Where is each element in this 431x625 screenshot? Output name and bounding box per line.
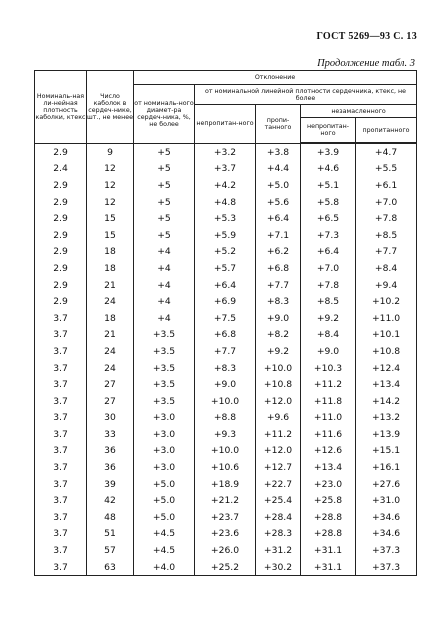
- unimpregnated-cell: +26.0: [195, 542, 256, 559]
- impregnated-cell: +31.2: [256, 542, 301, 559]
- unimpregnated-cell: +9.3: [195, 426, 256, 443]
- impregnated-cell: +7.7: [256, 277, 301, 294]
- diameter-deviation-cell: +3.0: [134, 459, 195, 476]
- table-row: [35, 327, 417, 344]
- diameter-deviation-cell: +3.5: [134, 327, 195, 344]
- nominal-density-cell: 3.7: [35, 526, 87, 543]
- table-row: [35, 509, 417, 526]
- oiled-unimpregnated-cell: +11.2: [301, 376, 356, 393]
- nominal-density-cell: 3.7: [35, 559, 87, 576]
- oiled-unimpregnated-cell: +12.6: [301, 443, 356, 460]
- unimpregnated-cell: +7.5: [195, 310, 256, 327]
- diameter-deviation-cell: +4.0: [134, 559, 195, 576]
- oiled-unimpregnated-cell: +11.0: [301, 410, 356, 427]
- nominal-density-cell: 3.7: [35, 376, 87, 393]
- oiled-impregnated-cell: +8.4: [356, 260, 417, 277]
- table-body: [35, 143, 417, 576]
- nominal-density-cell: 3.7: [35, 360, 87, 377]
- oiled-impregnated-cell: +37.3: [356, 559, 417, 576]
- diameter-deviation-cell: +5.0: [134, 476, 195, 493]
- table-row: [35, 177, 417, 194]
- oiled-unimpregnated-cell: +6.4: [301, 244, 356, 261]
- header-nominal-density: Номиналь-ная ли-нейная плотность каболки, ктекс: [35, 71, 87, 144]
- diameter-deviation-cell: +4: [134, 293, 195, 310]
- oiled-impregnated-cell: +31.0: [356, 492, 417, 509]
- nominal-density-cell: 2.9: [35, 260, 87, 277]
- page-header: ГОСТ 5269—93 С. 13: [316, 31, 417, 42]
- oiled-impregnated-cell: +7.8: [356, 210, 417, 227]
- diameter-deviation-cell: +5: [134, 227, 195, 244]
- table-row: [35, 194, 417, 211]
- table-row: [35, 227, 417, 244]
- oiled-unimpregnated-cell: +25.8: [301, 492, 356, 509]
- impregnated-cell: +28.4: [256, 509, 301, 526]
- impregnated-cell: +10.8: [256, 376, 301, 393]
- table-row: [35, 360, 417, 377]
- yarn-count-cell: 12: [87, 161, 134, 178]
- yarn-count-cell: 63: [87, 559, 134, 576]
- nominal-density-cell: 2.9: [35, 244, 87, 261]
- impregnated-cell: +9.0: [256, 310, 301, 327]
- unimpregnated-cell: +10.0: [195, 393, 256, 410]
- table-row: [35, 310, 417, 327]
- diameter-deviation-cell: +4.5: [134, 542, 195, 559]
- table-row: [35, 293, 417, 310]
- impregnated-cell: +11.2: [256, 426, 301, 443]
- diameter-deviation-cell: +3.5: [134, 376, 195, 393]
- unimpregnated-cell: +10.0: [195, 443, 256, 460]
- table-row: [35, 559, 417, 576]
- yarn-count-cell: 21: [87, 277, 134, 294]
- table-row: [35, 443, 417, 460]
- data-table: [34, 70, 417, 576]
- diameter-deviation-cell: +4.5: [134, 526, 195, 543]
- oiled-impregnated-cell: +15.1: [356, 443, 417, 460]
- table-row: [35, 393, 417, 410]
- impregnated-cell: +10.0: [256, 360, 301, 377]
- oiled-unimpregnated-cell: +3.9: [301, 143, 356, 161]
- oiled-impregnated-cell: +13.2: [356, 410, 417, 427]
- oiled-unimpregnated-cell: +10.3: [301, 360, 356, 377]
- oiled-impregnated-cell: +10.8: [356, 343, 417, 360]
- oiled-unimpregnated-cell: +9.2: [301, 310, 356, 327]
- nominal-density-cell: 2.4: [35, 161, 87, 178]
- oiled-unimpregnated-cell: +6.5: [301, 210, 356, 227]
- unimpregnated-cell: +8.3: [195, 360, 256, 377]
- yarn-count-cell: 15: [87, 210, 134, 227]
- oiled-impregnated-cell: +13.9: [356, 426, 417, 443]
- unimpregnated-cell: +4.8: [195, 194, 256, 211]
- table-row: [35, 210, 417, 227]
- header-deviation: Отклонение: [134, 71, 417, 85]
- oiled-impregnated-cell: +27.6: [356, 476, 417, 493]
- impregnated-cell: +7.1: [256, 227, 301, 244]
- table-header: [35, 71, 417, 144]
- oiled-impregnated-cell: +7.7: [356, 244, 417, 261]
- yarn-count-cell: 24: [87, 293, 134, 310]
- nominal-density-cell: 2.9: [35, 177, 87, 194]
- impregnated-cell: +12.7: [256, 459, 301, 476]
- yarn-count-cell: 9: [87, 143, 134, 161]
- diameter-deviation-cell: +5: [134, 143, 195, 161]
- header-yarn-count: Число каболок в сердеч-нике, шт., не менее: [87, 71, 134, 144]
- unimpregnated-cell: +6.9: [195, 293, 256, 310]
- unimpregnated-cell: +18.9: [195, 476, 256, 493]
- oiled-unimpregnated-cell: +5.8: [301, 194, 356, 211]
- yarn-count-cell: 18: [87, 310, 134, 327]
- impregnated-cell: +12.0: [256, 443, 301, 460]
- table-row: [35, 244, 417, 261]
- oiled-impregnated-cell: +5.5: [356, 161, 417, 178]
- unimpregnated-cell: +5.7: [195, 260, 256, 277]
- nominal-density-cell: 2.9: [35, 210, 87, 227]
- oiled-unimpregnated-cell: +31.1: [301, 559, 356, 576]
- unimpregnated-cell: +3.7: [195, 161, 256, 178]
- impregnated-cell: +9.6: [256, 410, 301, 427]
- header-oiled-impregnated: пропитанного: [356, 118, 417, 144]
- table-row: [35, 376, 417, 393]
- unimpregnated-cell: +23.6: [195, 526, 256, 543]
- yarn-count-cell: 15: [87, 227, 134, 244]
- nominal-density-cell: 3.7: [35, 492, 87, 509]
- unimpregnated-cell: +6.4: [195, 277, 256, 294]
- unimpregnated-cell: +10.6: [195, 459, 256, 476]
- nominal-density-cell: 3.7: [35, 443, 87, 460]
- impregnated-cell: +28.3: [256, 526, 301, 543]
- table-row: [35, 410, 417, 427]
- diameter-deviation-cell: +3.0: [134, 426, 195, 443]
- diameter-deviation-cell: +3.5: [134, 343, 195, 360]
- yarn-count-cell: 27: [87, 393, 134, 410]
- oiled-unimpregnated-cell: +31.1: [301, 542, 356, 559]
- nominal-density-cell: 3.7: [35, 410, 87, 427]
- yarn-count-cell: 36: [87, 459, 134, 476]
- yarn-count-cell: 33: [87, 426, 134, 443]
- unimpregnated-cell: +7.7: [195, 343, 256, 360]
- oiled-impregnated-cell: +34.6: [356, 509, 417, 526]
- yarn-count-cell: 18: [87, 244, 134, 261]
- yarn-count-cell: 42: [87, 492, 134, 509]
- impregnated-cell: +4.4: [256, 161, 301, 178]
- yarn-count-cell: 18: [87, 260, 134, 277]
- header-oiled-unimpregnated: непропитан-ного: [301, 118, 356, 144]
- table-row: [35, 277, 417, 294]
- diameter-deviation-cell: +3.0: [134, 410, 195, 427]
- unimpregnated-cell: +5.9: [195, 227, 256, 244]
- yarn-count-cell: 51: [87, 526, 134, 543]
- impregnated-cell: +25.4: [256, 492, 301, 509]
- table-row: [35, 143, 417, 161]
- oiled-unimpregnated-cell: +7.0: [301, 260, 356, 277]
- nominal-density-cell: 3.7: [35, 310, 87, 327]
- impregnated-cell: +8.3: [256, 293, 301, 310]
- yarn-count-cell: 12: [87, 194, 134, 211]
- diameter-deviation-cell: +4: [134, 260, 195, 277]
- oiled-impregnated-cell: +14.2: [356, 393, 417, 410]
- oiled-impregnated-cell: +11.0: [356, 310, 417, 327]
- impregnated-cell: +5.0: [256, 177, 301, 194]
- oiled-impregnated-cell: +16.1: [356, 459, 417, 476]
- table-row: [35, 476, 417, 493]
- diameter-deviation-cell: +5: [134, 161, 195, 178]
- impregnated-cell: +12.0: [256, 393, 301, 410]
- header-from-nominal-diameter: от номиналь-ного диамет-ра сердеч-ника, %, не более: [134, 85, 195, 144]
- nominal-density-cell: 2.9: [35, 227, 87, 244]
- unimpregnated-cell: +21.2: [195, 492, 256, 509]
- nominal-density-cell: 3.7: [35, 426, 87, 443]
- unimpregnated-cell: +5.3: [195, 210, 256, 227]
- diameter-deviation-cell: +4: [134, 244, 195, 261]
- impregnated-cell: +22.7: [256, 476, 301, 493]
- oiled-unimpregnated-cell: +7.8: [301, 277, 356, 294]
- diameter-deviation-cell: +5: [134, 177, 195, 194]
- diameter-deviation-cell: +3.0: [134, 443, 195, 460]
- oiled-unimpregnated-cell: +8.4: [301, 327, 356, 344]
- yarn-count-cell: 48: [87, 509, 134, 526]
- table-row: [35, 161, 417, 178]
- impregnated-cell: +3.8: [256, 143, 301, 161]
- yarn-count-cell: 24: [87, 343, 134, 360]
- oiled-unimpregnated-cell: +28.8: [301, 509, 356, 526]
- nominal-density-cell: 3.7: [35, 393, 87, 410]
- oiled-unimpregnated-cell: +4.6: [301, 161, 356, 178]
- oiled-unimpregnated-cell: +8.5: [301, 293, 356, 310]
- table-row: [35, 492, 417, 509]
- nominal-density-cell: 2.9: [35, 277, 87, 294]
- table-continuation-caption: Продолжение табл. 3: [317, 58, 415, 69]
- oiled-unimpregnated-cell: +11.8: [301, 393, 356, 410]
- header-unimpregnated: непропитан-ного: [195, 105, 256, 144]
- oiled-unimpregnated-cell: +13.4: [301, 459, 356, 476]
- unimpregnated-cell: +5.2: [195, 244, 256, 261]
- header-oiled: незамасленного: [301, 105, 417, 118]
- impregnated-cell: +6.4: [256, 210, 301, 227]
- table-row: [35, 260, 417, 277]
- diameter-deviation-cell: +5: [134, 194, 195, 211]
- diameter-deviation-cell: +4: [134, 310, 195, 327]
- impregnated-cell: +8.2: [256, 327, 301, 344]
- nominal-density-cell: 3.7: [35, 509, 87, 526]
- oiled-unimpregnated-cell: +11.6: [301, 426, 356, 443]
- diameter-deviation-cell: +5: [134, 210, 195, 227]
- unimpregnated-cell: +9.0: [195, 376, 256, 393]
- nominal-density-cell: 2.9: [35, 194, 87, 211]
- diameter-deviation-cell: +5.0: [134, 509, 195, 526]
- table-row: [35, 526, 417, 543]
- header-from-nominal-density: от номинальной линейной плотности сердечника, ктекс, не более: [195, 85, 417, 105]
- diameter-deviation-cell: +3.5: [134, 393, 195, 410]
- oiled-impregnated-cell: +6.1: [356, 177, 417, 194]
- yarn-count-cell: 24: [87, 360, 134, 377]
- header-impregnated: пропи-танного: [256, 105, 301, 144]
- diameter-deviation-cell: +4: [134, 277, 195, 294]
- unimpregnated-cell: +6.8: [195, 327, 256, 344]
- nominal-density-cell: 3.7: [35, 542, 87, 559]
- table-row: [35, 426, 417, 443]
- oiled-impregnated-cell: +10.2: [356, 293, 417, 310]
- unimpregnated-cell: +25.2: [195, 559, 256, 576]
- unimpregnated-cell: +23.7: [195, 509, 256, 526]
- yarn-count-cell: 27: [87, 376, 134, 393]
- nominal-density-cell: 3.7: [35, 327, 87, 344]
- unimpregnated-cell: +4.2: [195, 177, 256, 194]
- diameter-deviation-cell: +5.0: [134, 492, 195, 509]
- yarn-count-cell: 39: [87, 476, 134, 493]
- nominal-density-cell: 3.7: [35, 343, 87, 360]
- impregnated-cell: +30.2: [256, 559, 301, 576]
- nominal-density-cell: 3.7: [35, 459, 87, 476]
- impregnated-cell: +5.6: [256, 194, 301, 211]
- table-row: [35, 542, 417, 559]
- nominal-density-cell: 3.7: [35, 476, 87, 493]
- impregnated-cell: +6.2: [256, 244, 301, 261]
- yarn-count-cell: 57: [87, 542, 134, 559]
- oiled-impregnated-cell: +4.7: [356, 143, 417, 161]
- unimpregnated-cell: +8.8: [195, 410, 256, 427]
- impregnated-cell: +9.2: [256, 343, 301, 360]
- oiled-impregnated-cell: +10.1: [356, 327, 417, 344]
- oiled-unimpregnated-cell: +5.1: [301, 177, 356, 194]
- oiled-impregnated-cell: +34.6: [356, 526, 417, 543]
- oiled-unimpregnated-cell: +23.0: [301, 476, 356, 493]
- oiled-unimpregnated-cell: +28.8: [301, 526, 356, 543]
- oiled-unimpregnated-cell: +9.0: [301, 343, 356, 360]
- yarn-count-cell: 30: [87, 410, 134, 427]
- oiled-impregnated-cell: +7.0: [356, 194, 417, 211]
- table-row: [35, 343, 417, 360]
- oiled-impregnated-cell: +12.4: [356, 360, 417, 377]
- oiled-impregnated-cell: +9.4: [356, 277, 417, 294]
- yarn-count-cell: 12: [87, 177, 134, 194]
- impregnated-cell: +6.8: [256, 260, 301, 277]
- nominal-density-cell: 2.9: [35, 293, 87, 310]
- oiled-impregnated-cell: +13.4: [356, 376, 417, 393]
- yarn-count-cell: 21: [87, 327, 134, 344]
- oiled-impregnated-cell: +8.5: [356, 227, 417, 244]
- oiled-impregnated-cell: +37.3: [356, 542, 417, 559]
- yarn-count-cell: 36: [87, 443, 134, 460]
- diameter-deviation-cell: +3.5: [134, 360, 195, 377]
- oiled-unimpregnated-cell: +7.3: [301, 227, 356, 244]
- unimpregnated-cell: +3.2: [195, 143, 256, 161]
- table-row: [35, 459, 417, 476]
- nominal-density-cell: 2.9: [35, 143, 87, 161]
